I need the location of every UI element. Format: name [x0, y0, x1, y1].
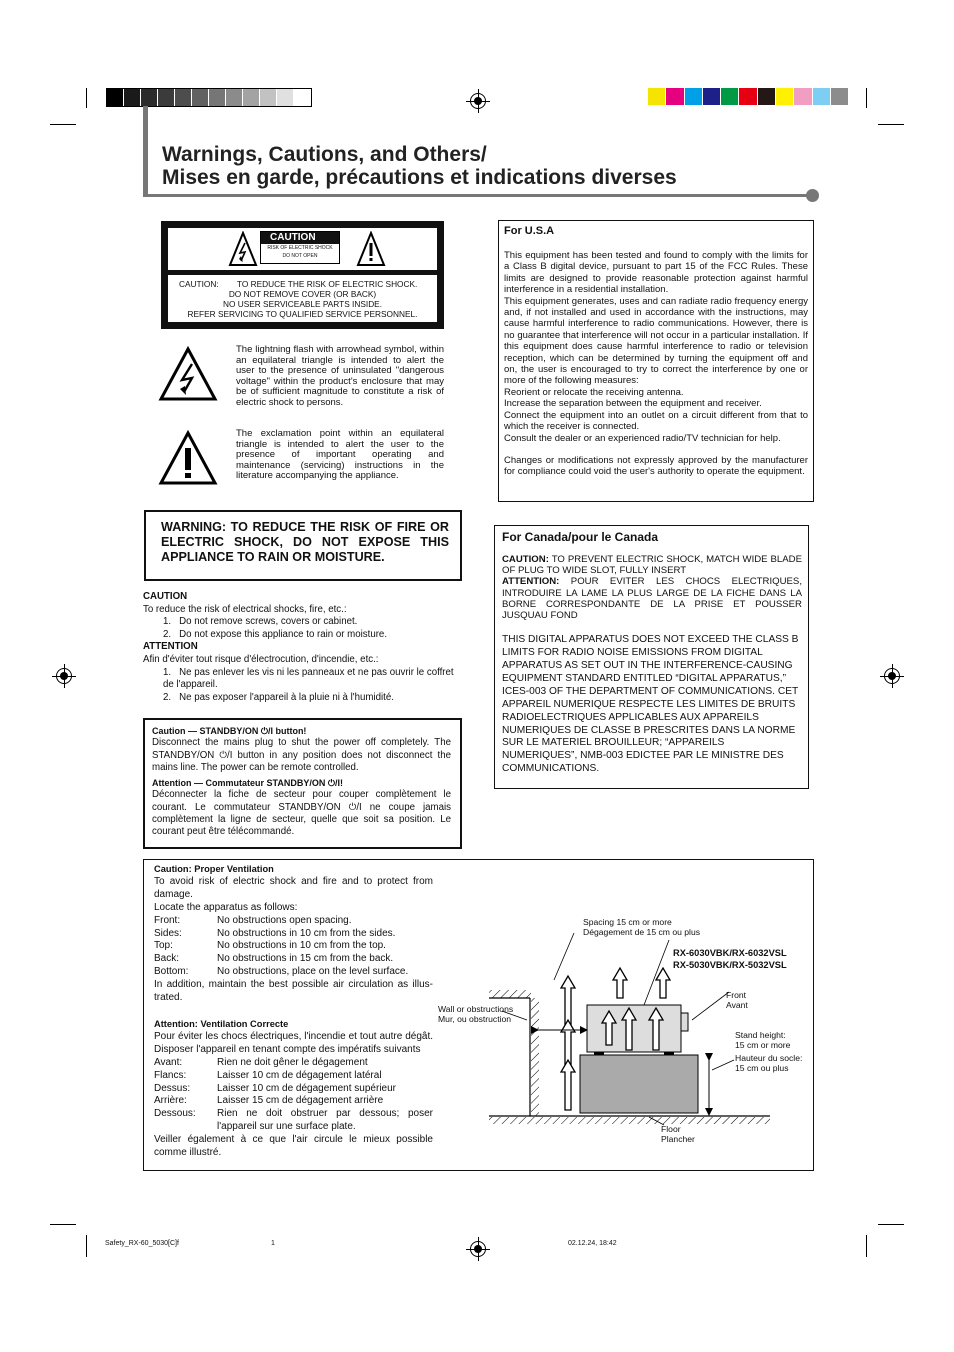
spacing-label-fr: Dégagement de 15 cm ou plus: [583, 927, 701, 937]
caution-label: [161, 221, 444, 329]
ventilation-row-key: Dessus:: [154, 1082, 191, 1094]
caution-label-line1: CAUTION: TO REDUCE THE RISK OF ELECTRIC SHOCK.: [179, 279, 418, 289]
caution-heading: CAUTION: [143, 591, 188, 602]
ventilation-row-value: No obstructions, place on the level surface.: [217, 966, 409, 978]
crop-mark: [878, 1224, 904, 1225]
caution-label-line2: DO NOT REMOVE COVER (OR BACK): [228, 289, 377, 299]
attention-item-2: 2. Ne pas exposer l'appareil à la pluie ni à l'humidité.: [163, 691, 394, 703]
attention-heading: ATTENTION: [143, 641, 198, 653]
color-swatch: [776, 88, 794, 105]
header-horizontal-rule: [143, 194, 811, 197]
ventilation-locate: Locate the apparatus as follows:: [154, 901, 298, 913]
registration-mark-icon: [56, 668, 72, 684]
exclamation-symbol-icon: [158, 430, 218, 486]
ventilation-row-key: Bottom:: [154, 966, 189, 978]
wall-shape: [489, 990, 539, 1116]
color-swatch: [294, 89, 311, 106]
ventilation-row-value: No obstructions in 15 cm from the back.: [217, 953, 394, 965]
ventilation-fr-heading: Attention: Ventilation Correcte: [154, 1018, 289, 1029]
ventilation-row-value: Rien ne doit obstruer par dessous; poser l'appareil sur une surface plate.: [217, 1108, 433, 1133]
standby-fr-text: Déconnecter la fiche de secteur pour couper complètement le courant. Le commutateur STANDBY/ON ⏻/I ne coupe jamais complètement la ligne de secteur, quelle que soit sa position. Le courant peut être télécommandé.: [152, 789, 451, 838]
ventilation-row: [154, 1108, 433, 1134]
ventilation-row-value: Laisser 15 cm de dégagement arrière: [217, 1095, 384, 1107]
canada-digital-text: THIS DIGITAL APPARATUS DOES NOT EXCEED THE CLASS B LIMITS FOR RADIO NOISE EMISSIONS FROM DIGITAL APPARATUS AS SET OUT IN THE INTERFERENCE-CAUSING EQUIPMENT STANDARD ENTITLED “DIGITAL APPARATUS,” ICES-003 OF THE DEPARTMENT OF COMMUNICATIONS. CET APPAREIL NUMERIQUE RESPECTE LES LIMITES DE BRUITS RADIOELECTRIQUES APPLICABLES AUX APPAREILS NUMERIQUES DE CLASSE B PRESCRITES DANS LA NORME SUR LE MATERIEL BROUILLEUR; “APPAREILS NUMERIQUES”, NMB-003 EDICTEE PAR LE MINISTRE DES COMMUNICATIONS.: [502, 634, 799, 775]
usa-measure-3: Connect the equipment into an outlet on a circuit different from that to which the receiver is connected.: [504, 409, 808, 433]
crop-mark: [86, 88, 87, 108]
ventilation-fr-outro: Veiller également à ce que l'air circule le mieux possible comme illustré.: [154, 1134, 433, 1159]
attention-intro: Afin d'éviter tout risque d'électrocution, d'incendie, etc.:: [143, 653, 379, 665]
ventilation-row: [154, 940, 433, 953]
ventilation-intro: To avoid risk of electric shock and fire and to protect from damage.: [154, 875, 433, 900]
canada-caution: [502, 554, 802, 576]
color-swatch: [107, 89, 124, 106]
ventilation-row-key: Back:: [154, 953, 180, 965]
ventilation-row-value: Rien ne doit gêner le dégagement: [217, 1056, 368, 1068]
caution-item-1: 1. Do not remove screws, covers or cabinet.: [163, 616, 358, 628]
crop-mark: [86, 1235, 87, 1257]
color-swatch: [794, 88, 812, 105]
exclamation-triangle-icon: [356, 231, 386, 267]
ventilation-row: [154, 1070, 433, 1083]
usa-paragraph-3: Changes or modifications not expressly approved by the manufacturer for compliance could void the user's authority to operate the equipment.: [504, 454, 808, 478]
ventilation-row-value: No obstructions open spacing.: [217, 914, 352, 926]
color-swatch: [141, 89, 158, 106]
usa-paragraph-1: This equipment has been tested and found to comply with the limits for a Class B digital device, pursuant to part 15 of the FCC Rules. These limits are designed to provide reasonable protection against harmful interference in a residential installation.: [504, 250, 808, 296]
color-swatch: [721, 88, 739, 105]
color-swatch: [813, 88, 831, 105]
title-line-1: Warnings, Cautions, and Others/: [162, 143, 487, 166]
canada-attention-text: POUR EVITER LES CHOCS ELECTRIQUES, INTRODUIRE LA LAME LA PLUS LARGE DE LA FICHE DANS LA BORNE CORRESPONDANTE DE LA PRISE ET POUSSER JUSQUAU FOND: [502, 576, 802, 622]
color-swatch: [703, 88, 721, 105]
wall-label-en: Wall or obstructions: [438, 1004, 514, 1014]
color-swatch: [209, 89, 226, 106]
usa-measure-1: Reorient or relocate the receiving antenna.: [504, 386, 684, 398]
color-swatch: [158, 89, 175, 106]
ventilation-fr-intro: Pour éviter les chocs électriques, l'incendie et tout autre dégât. Disposer l'appareil en tenant compte des impératifs suivants: [154, 1030, 433, 1055]
ventilation-diagram: [434, 920, 774, 1130]
footer-date: 02.12.24, 18:42: [568, 1240, 617, 1247]
stand-label-4: 15 cm ou plus: [735, 1063, 789, 1073]
caution-badge-sub1: RISK OF ELECTRIC SHOCK: [267, 245, 333, 251]
ventilation-row-key: Flancs:: [154, 1069, 187, 1081]
ventilation-row: [154, 928, 433, 941]
color-swatch: [192, 89, 209, 106]
ventilation-rows: [154, 915, 433, 980]
footer-page: 1: [271, 1240, 275, 1247]
standby-box: [143, 718, 462, 849]
color-swatch: [831, 88, 849, 105]
color-swatch: [739, 88, 757, 105]
color-swatch: [260, 89, 277, 106]
standby-heading: Caution — STANDBY/ON ⏻/I button!: [152, 726, 307, 736]
usa-heading: For U.S.A: [504, 225, 555, 237]
color-swatch: [648, 88, 666, 105]
caution-label-text: [168, 275, 437, 322]
stand-shape: [580, 1055, 698, 1113]
ventilation-row-key: Sides:: [154, 927, 182, 939]
front-label-en: Front: [726, 990, 747, 1000]
color-swatch: [277, 89, 294, 106]
receiver-unit-shape: [587, 1005, 688, 1055]
usa-box: [498, 220, 814, 502]
ventilation-row-key: Avant:: [154, 1056, 183, 1068]
ventilation-row-value: No obstructions in 10 cm from the top.: [217, 940, 386, 952]
ventilation-row-value: Laisser 10 cm de dégagement supérieur: [217, 1082, 396, 1094]
color-swatch: [124, 89, 141, 106]
canada-attention-label: ATTENTION:: [502, 576, 560, 588]
wall-label-fr: Mur, ou obstruction: [438, 1014, 512, 1024]
ventilation-outro: In addition, maintain the best possible air circulation as illus-trated.: [154, 979, 433, 1004]
ventilation-heading: Caution: Proper Ventilation: [154, 864, 274, 874]
lightning-symbol-icon: [158, 346, 218, 402]
canada-caution-text: TO PREVENT ELECTRIC SHOCK, MATCH WIDE BLADE OF PLUG TO WIDE SLOT, FULLY INSERT: [502, 554, 802, 577]
ventilation-row-key: Dessous:: [154, 1108, 196, 1120]
grayscale-calibration-bar: [106, 88, 312, 107]
warning-box: [144, 510, 462, 581]
registration-mark-icon: [884, 668, 900, 684]
crop-mark: [878, 124, 904, 125]
floor-label-en: Floor: [661, 1124, 681, 1134]
usa-measure-2: Increase the separation between the equipment and receiver.: [504, 398, 762, 410]
header-rule-dot: [806, 189, 819, 202]
ventilation-fr-rows: [154, 1057, 433, 1134]
crop-mark: [866, 88, 867, 108]
ventilation-row-value: No obstructions in 10 cm from the sides.: [217, 927, 396, 939]
standby-fr-heading: Attention — Commutateur STANDBY/ON ⏻/I!: [152, 778, 343, 789]
caution-label-line4: REFER SERVICING TO QUALIFIED SERVICE PERSONNEL.: [187, 309, 418, 319]
crop-mark: [50, 1224, 76, 1225]
ventilation-row-key: Front:: [154, 914, 181, 926]
floor-shape: [489, 1116, 770, 1124]
model-line-2: RX-5030VBK/RX-5032VSL: [673, 959, 787, 970]
caution-item-2: 2. Do not expose this appliance to rain or moisture.: [163, 628, 388, 640]
lightning-triangle-icon: [228, 231, 258, 267]
caution-badge: [260, 231, 340, 264]
stand-label-1: Stand height:: [735, 1030, 786, 1040]
ventilation-row: [154, 953, 433, 966]
registration-mark-icon: [470, 93, 486, 109]
stand-label-2: 15 cm or more: [735, 1040, 791, 1050]
canada-caution-label: CAUTION:: [502, 554, 549, 565]
spacing-label-en: Spacing 15 cm or more: [583, 917, 672, 927]
caution-intro: To reduce the risk of electrical shocks, fire, etc.:: [143, 603, 347, 615]
page-title: [162, 143, 677, 189]
color-swatch: [666, 88, 684, 105]
canada-box: [494, 525, 809, 789]
ventilation-row-key: Arrière:: [154, 1095, 187, 1107]
stand-label-3: Hauteur du socle:: [735, 1053, 803, 1063]
ventilation-box: [143, 859, 814, 1171]
canada-heading: For Canada/pour le Canada: [502, 530, 659, 544]
caution-badge-title: CAUTION: [261, 232, 339, 244]
ventilation-row: [154, 915, 433, 928]
ventilation-row: [154, 1057, 433, 1070]
ventilation-row-key: Top:: [154, 940, 173, 952]
color-calibration-bar: [648, 88, 849, 105]
exclamation-symbol-text: The exclamation point within an equilateral triangle is intended to alert the user to the presence of important operating and maintenance (servicing) instructions in the literature accompanying the appliance.: [236, 428, 444, 482]
crop-mark: [50, 124, 76, 125]
color-swatch: [175, 89, 192, 106]
title-line-2: Mises en garde, précautions et indications diverses: [162, 166, 677, 189]
floor-label-fr: Plancher: [661, 1134, 695, 1144]
ventilation-row: [154, 1095, 433, 1108]
registration-mark-icon: [470, 1241, 486, 1257]
front-label-fr: Avant: [726, 1000, 748, 1010]
header-vertical-rule: [143, 106, 148, 196]
warning-text: WARNING: TO REDUCE THE RISK OF FIRE OR ELECTRIC SHOCK, DO NOT EXPOSE THIS APPLIANCE TO RAIN OR MOISTURE.: [161, 520, 449, 564]
color-swatch: [243, 89, 260, 106]
standby-text: Disconnect the mains plug to shut the power off completely. The STANDBY/ON ⏻/I button in any position does not disconnect the mains line. The power can be remote controlled.: [152, 737, 451, 773]
footer-file: Safety_RX-60_5030[C]f: [105, 1240, 179, 1247]
caution-section: [143, 591, 461, 704]
canada-attention: [502, 576, 802, 621]
color-swatch: [685, 88, 703, 105]
color-swatch: [758, 88, 776, 105]
lightning-symbol-text: The lightning flash with arrowhead symbol, within an equilateral triangle is intended to alert the user to the presence of uninsulated "dangerous voltage" within the product's enclosure that may be of sufficient magnitude to constitute a risk of electric shock to persons.: [236, 344, 444, 408]
color-swatch: [226, 89, 243, 106]
ventilation-row: [154, 966, 433, 979]
caution-label-symbols: [168, 228, 437, 270]
usa-measure-4: Consult the dealer or an experienced radio/TV technician for help.: [504, 432, 781, 444]
model-line-1: RX-6030VBK/RX-6032VSL: [673, 948, 787, 958]
caution-label-line3: NO USER SERVICEABLE PARTS INSIDE.: [222, 299, 383, 309]
attention-item-1: 1. Ne pas enlever les vis ni les panneaux et ne pas ouvrir le coffret de l'appareil.: [163, 666, 457, 691]
crop-mark: [866, 1235, 867, 1257]
ventilation-row: [154, 1083, 433, 1096]
usa-paragraph-2: This equipment generates, uses and can radiate radio frequency energy and, if not installed and used in accordance with the instructions, may cause harmful interference to radio communications. However, there is no guarantee that interference will not occur in a particular installation. If this equipment does cause harmful interference to radio or television reception, which can be determined by turning the equipment off and on, the user is encouraged to try to correct the interference by one or more of the following measures:: [504, 295, 808, 387]
caution-badge-sub2: DO NOT OPEN: [282, 253, 318, 259]
ventilation-row-value: Laisser 10 cm de dégagement latéral: [217, 1069, 382, 1081]
